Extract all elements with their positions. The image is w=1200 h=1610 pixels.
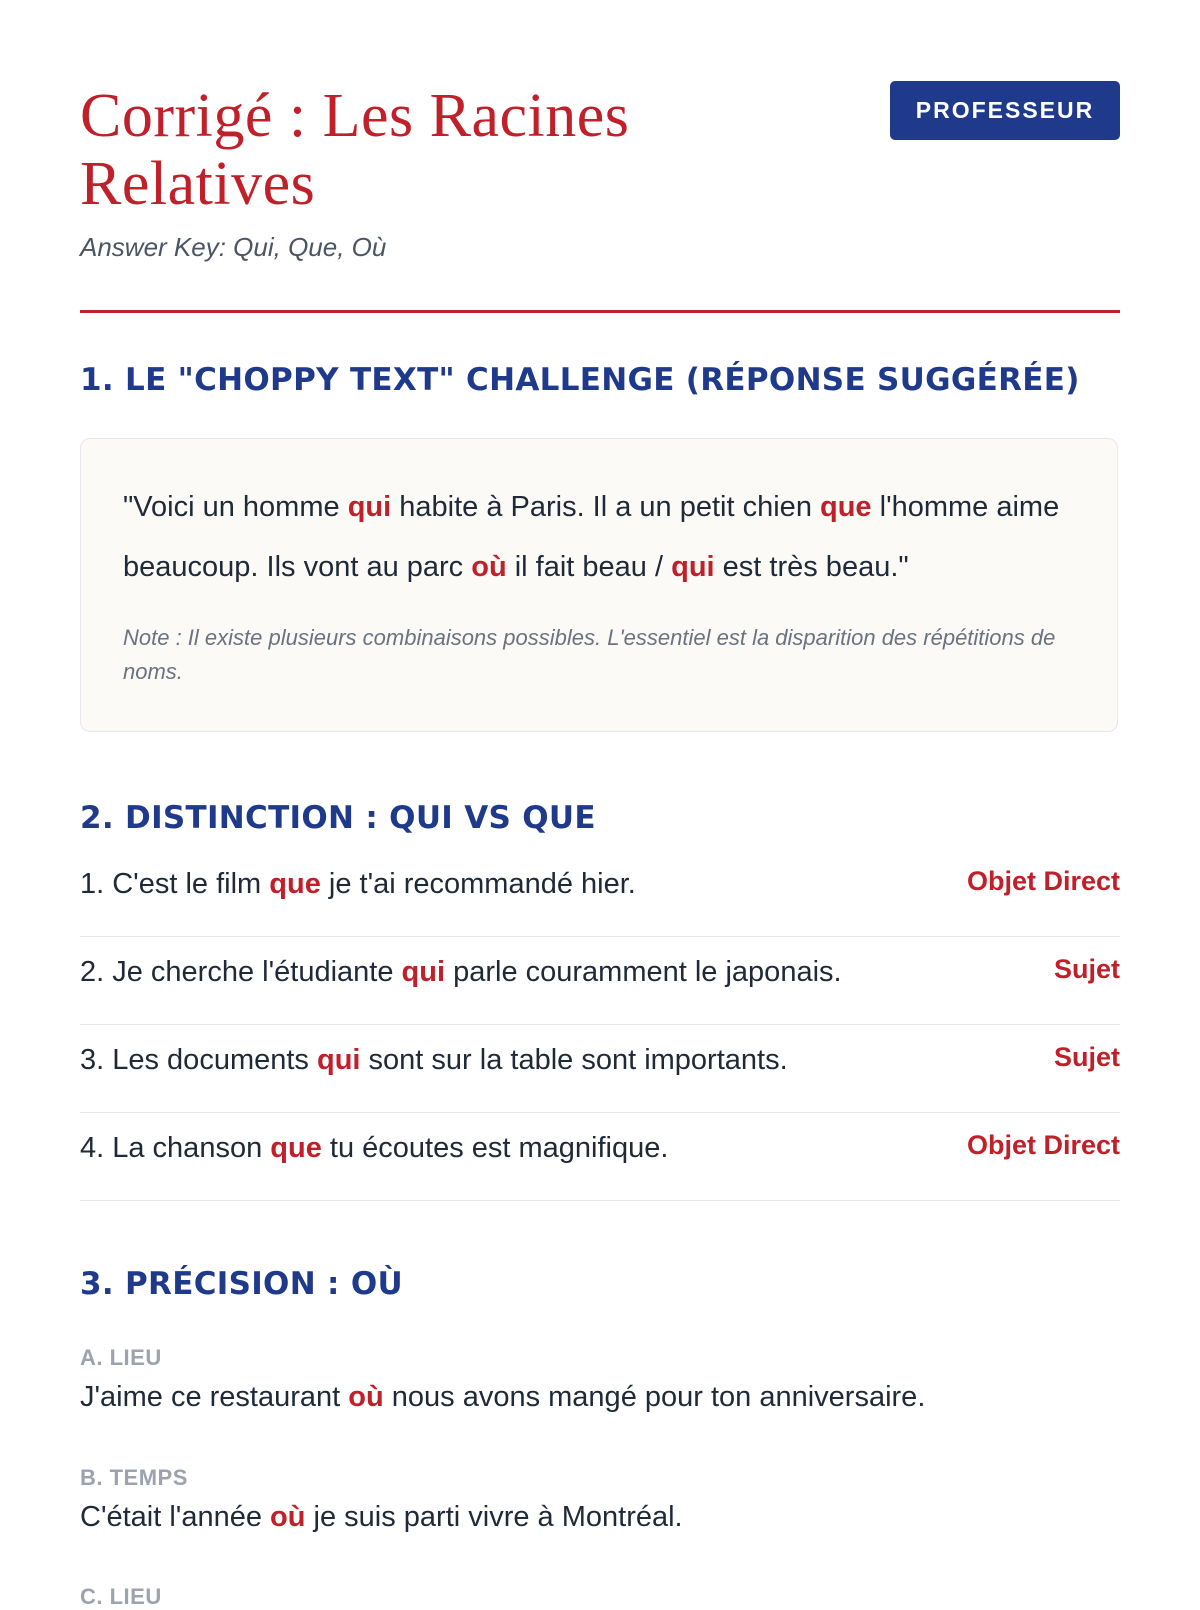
sentence-part: je t'ai recommandé hier. — [320, 868, 636, 900]
sentence-part: 1. C'est le film — [80, 868, 270, 900]
answer-key-page — [80, 0, 1120, 1609]
choppy-answer-box — [80, 438, 1118, 732]
distinction-row — [80, 936, 1120, 1025]
relative-pronoun: où — [348, 1381, 384, 1413]
distinction-row — [80, 1112, 1120, 1201]
sentence-part: C'était l'année — [80, 1501, 271, 1533]
ou-item-sentence — [80, 1381, 925, 1414]
relative-pronoun: qui — [347, 491, 392, 523]
relative-pronoun: qui — [316, 1044, 361, 1076]
ou-item-label: B. TEMPS — [80, 1465, 188, 1490]
distinction-sentence — [80, 956, 842, 989]
distinction-answer: Objet Direct — [966, 866, 1120, 896]
relative-pronoun: qui — [401, 956, 446, 988]
choppy-text-part: l'homme aime beaucoup. Ils vont au parc — [123, 491, 1060, 583]
distinction-row — [80, 848, 1120, 937]
choppy-answer-text — [123, 477, 1077, 597]
distinction-sentence — [80, 868, 636, 901]
sentence-part: J'aime ce restaurant — [80, 1381, 349, 1413]
section-3-title: 3. PRÉCISION : OÙ — [80, 1266, 403, 1302]
distinction-answer: Objet Direct — [966, 1130, 1120, 1160]
sentence-part: je suis parti vivre à Montréal. — [305, 1501, 683, 1533]
distinction-sentence — [80, 1132, 668, 1165]
relative-pronoun: que — [270, 1132, 322, 1164]
page-subtitle: Answer Key: Qui, Que, Où — [80, 232, 387, 262]
distinction-row — [80, 1024, 1120, 1113]
page-header — [80, 0, 1120, 313]
ou-item-label: A. LIEU — [80, 1345, 162, 1370]
choppy-text-part: habite à Paris. Il a un petit chien — [391, 491, 820, 523]
ou-item-label: C. LIEU — [80, 1584, 162, 1609]
teacher-badge: PROFESSEUR — [890, 81, 1120, 140]
relative-pronoun: qui — [671, 551, 715, 583]
sentence-part: 3. Les documents — [80, 1044, 317, 1076]
sentence-part: parle couramment le japonais. — [445, 956, 842, 988]
sentence-part: tu écoutes est magnifique. — [321, 1132, 669, 1164]
choppy-text-part: est très beau." — [714, 551, 909, 583]
page-title: Corrigé : Les Racines Relatives — [80, 82, 630, 218]
relative-pronoun: que — [269, 868, 321, 900]
sentence-part: sont sur la table sont importants. — [360, 1044, 788, 1076]
choppy-text-part: il fait beau / — [506, 551, 672, 583]
distinction-sentence — [80, 1044, 788, 1077]
relative-pronoun: où — [471, 551, 507, 583]
sentence-part: 2. Je cherche l'étudiante — [80, 956, 402, 988]
relative-pronoun: où — [270, 1501, 306, 1533]
sentence-part: 4. La chanson — [80, 1132, 271, 1164]
choppy-note: Note : Il existe plusieurs combinaisons possibles. L'essentiel est la disparition des répétitions de noms. — [123, 625, 1056, 684]
section-2-title: 2. DISTINCTION : QUI VS QUE — [80, 800, 596, 836]
ou-item-sentence — [80, 1501, 683, 1534]
relative-pronoun: que — [820, 491, 872, 523]
distinction-answer: Sujet — [1053, 954, 1120, 984]
sentence-part: nous avons mangé pour ton anniversaire. — [383, 1381, 926, 1413]
section-1-title: 1. LE "CHOPPY TEXT" CHALLENGE (RÉPONSE SUGGÉRÉE) — [80, 362, 1080, 398]
distinction-answer: Sujet — [1053, 1042, 1120, 1072]
choppy-text-part: "Voici un homme — [123, 491, 348, 523]
